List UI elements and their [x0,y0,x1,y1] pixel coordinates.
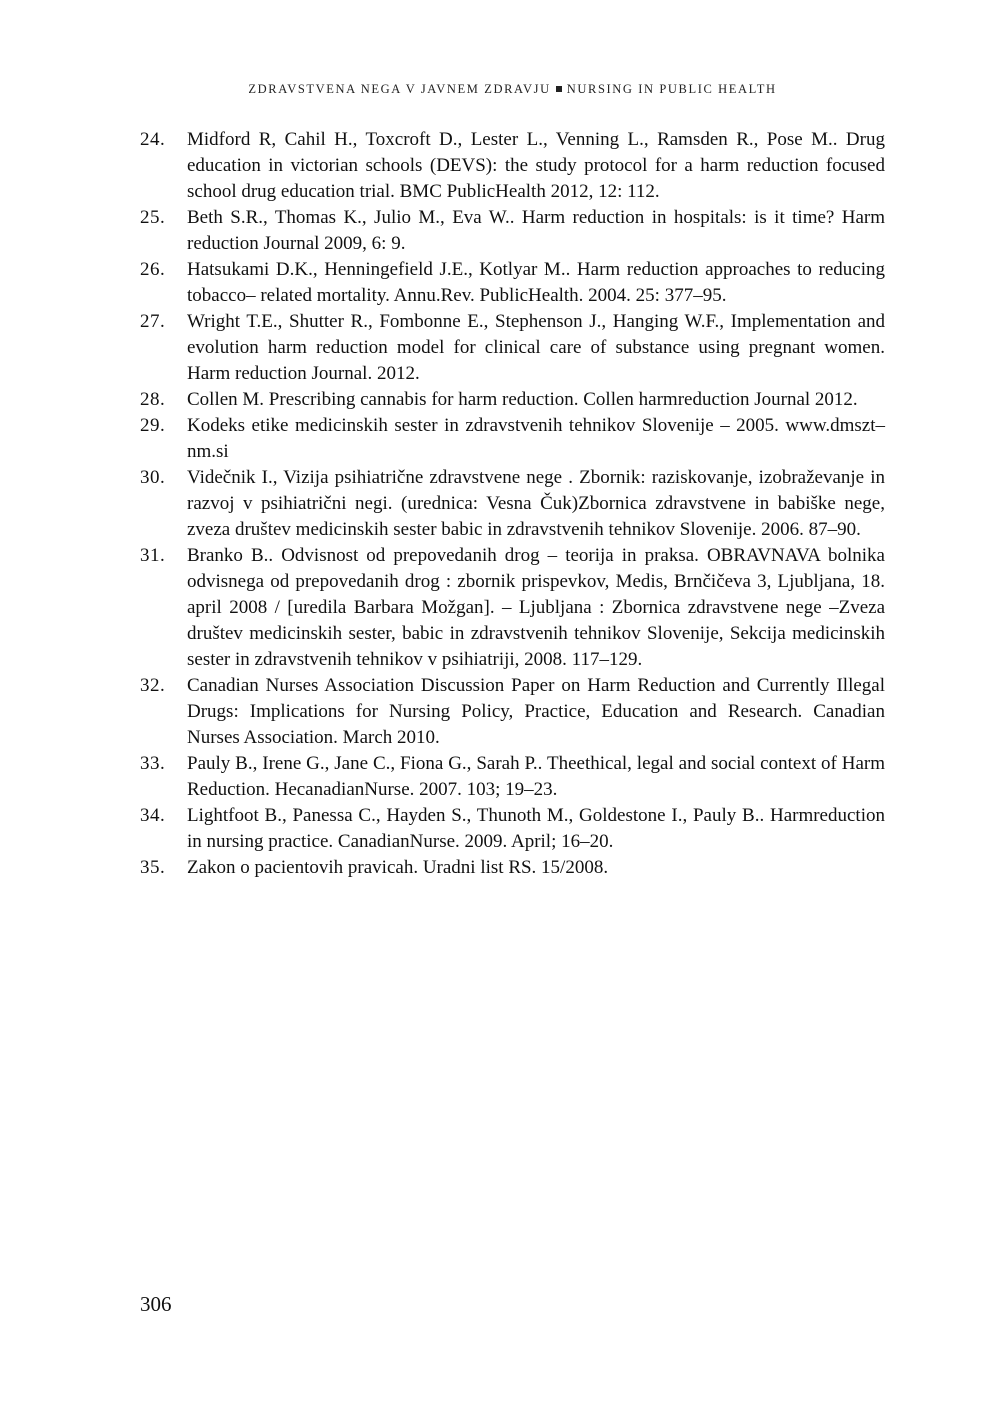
reference-item [140,257,885,309]
reference-number: 31. [140,545,166,566]
reference-text: Hatsukami D.K., Henningefield J.E., Kotlyar M.. Harm reduction approaches to reducing tobacco– related mortality. Annu.Rev. PublicHealth. 2004. 25: 377–95. [187,259,885,306]
reference-item [140,855,885,881]
reference-item [140,673,885,751]
reference-item [140,387,885,413]
reference-list [140,127,885,881]
reference-text: Beth S.R., Thomas K., Julio M., Eva W.. Harm reduction in hospitals: is it time? Harm reduction Journal 2009, 6: 9. [187,207,885,254]
reference-number: 34. [140,805,166,826]
header-separator-square-icon [556,86,562,92]
reference-number: 24. [140,129,166,150]
page-number: 306 [140,1292,172,1316]
reference-text: Collen M. Prescribing cannabis for harm reduction. Collen harmreduction Journal 2012. [187,389,858,410]
reference-number: 30. [140,467,166,488]
reference-item [140,309,885,387]
running-header [140,82,885,97]
reference-number: 27. [140,311,166,332]
reference-item [140,413,885,465]
reference-text: Videčnik I., Vizija psihiatrične zdravstvene nege . Zbornik: raziskovanje, izobraževanje in razvoj v psihiatrični negi. (urednica: Vesna Čuk)Zbornica zdravstvene in babiške nege, zveza društev medicinskih sester babic in zdravstvenih tehnikov Slovenije. 2006. 87–90. [187,467,885,540]
reference-item [140,127,885,205]
reference-text: Wright T.E., Shutter R., Fombonne E., Stephenson J., Hanging W.F., Implementation and evolution harm reduction model for clinical care of substance using pregnant women. Harm reduction Journal. 2012. [187,311,885,384]
running-header-right: NURSING IN PUBLIC HEALTH [566,82,777,96]
reference-text: Midford R, Cahil H., Toxcroft D., Lester L., Venning L., Ramsden R., Pose M.. Drug education in victorian schools (DEVS): the study protocol for a harm reduction focused school drug education trial. BMC PublicHealth 2012, 12: 112. [187,129,885,202]
reference-item [140,465,885,543]
reference-number: 29. [140,415,166,436]
reference-item [140,543,885,673]
reference-text: Lightfoot B., Panessa C., Hayden S., Thunoth M., Goldestone I., Pauly B.. Harmreduction in nursing practice. CanadianNurse. 2009. April; 16–20. [187,805,885,852]
reference-number: 26. [140,259,166,280]
reference-text: Kodeks etike medicinskih sester in zdravstvenih tehnikov Slovenije – 2005. www.dmszt–nm.si [187,415,885,462]
reference-number: 28. [140,389,166,410]
reference-item [140,205,885,257]
reference-number: 33. [140,753,166,774]
reference-text: Pauly B., Irene G., Jane C., Fiona G., Sarah P.. Theethical, legal and social context of Harm Reduction. HecanadianNurse. 2007. 103; 19–23. [187,753,885,800]
reference-number: 32. [140,675,166,696]
reference-text: Branko B.. Odvisnost od prepovedanih drog – teorija in praksa. OBRAVNAVA bolnika odvisnega od prepovedanih drog : zbornik prispevkov, Medis, Brnčičeva 3, Ljubljana, 18. april 2008 / [uredila Barbara Možgan]. – Ljubljana : Zbornica zdravstvene nege –Zveza društev medicinskih sester, babic in zdravstvenih tehnikov Slovenije, Sekcija medicinskih sester in zdravstvenih tehnikov v psihiatriji, 2008. 117–129. [187,545,885,670]
running-header-left: ZDRAVSTVENA NEGA V JAVNEM ZDRAVJU [248,82,551,96]
reference-number: 25. [140,207,166,228]
reference-item [140,751,885,803]
reference-number: 35. [140,857,166,878]
reference-text: Zakon o pacientovih pravicah. Uradni list RS. 15/2008. [187,857,609,878]
reference-text: Canadian Nurses Association Discussion Paper on Harm Reduction and Currently Illegal Drugs: Implications for Nursing Policy, Practice, Education and Research. Canadian Nurses Association. March 2010. [187,675,885,748]
reference-item [140,803,885,855]
